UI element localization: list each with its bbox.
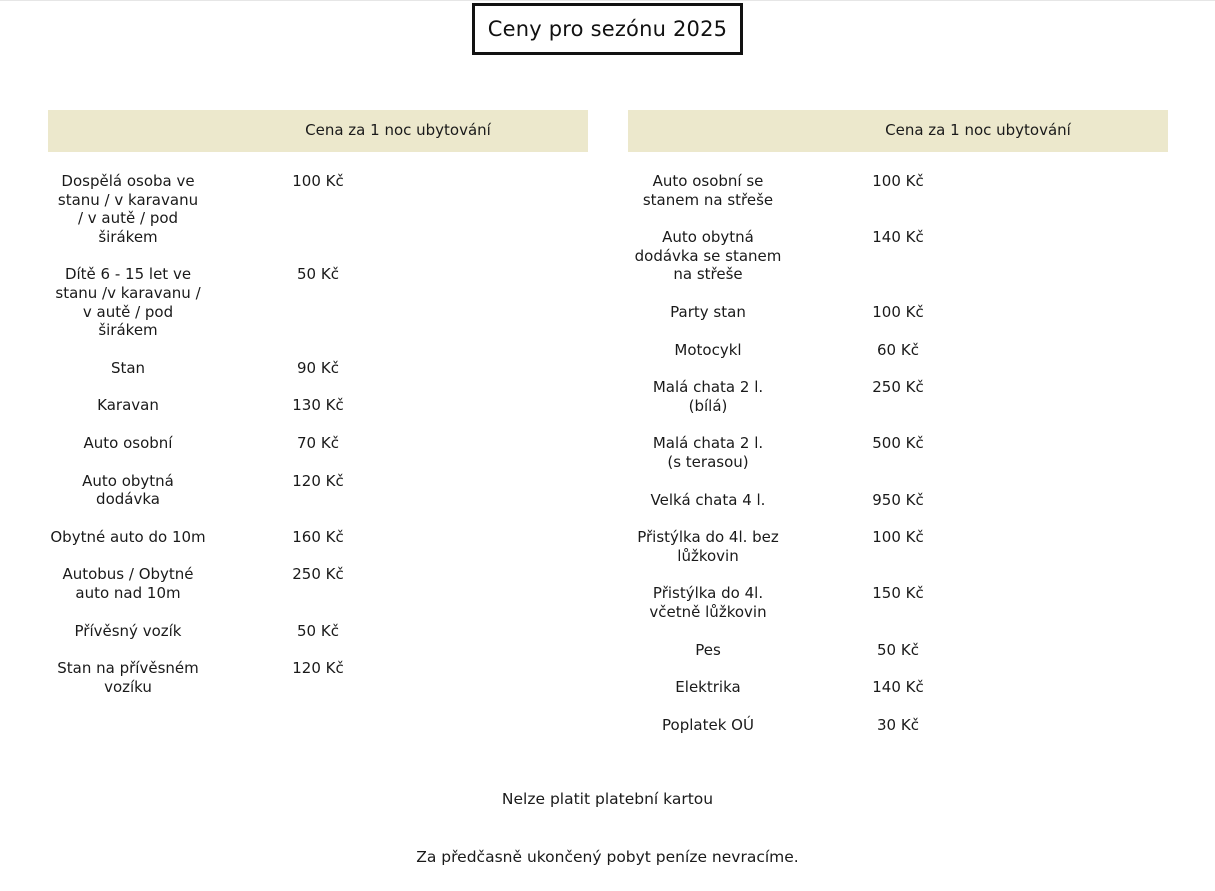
- card-payment-note: Nelze platit platební kartou: [501, 790, 714, 808]
- item-name: Elektrika: [675, 678, 741, 697]
- table-row: [628, 228, 1168, 284]
- item-name: Party stan: [670, 302, 746, 321]
- table-row: [48, 622, 588, 641]
- table-row: [628, 491, 1168, 510]
- item-name: Pes: [695, 640, 721, 659]
- item-price: 100 Kč: [292, 172, 344, 190]
- price-table-left: [48, 110, 588, 715]
- item-price: 950 Kč: [872, 490, 924, 509]
- table-header: [48, 110, 588, 152]
- item-name: Auto obytná dodávka: [82, 471, 174, 509]
- item-name: Přistýlka do 4l. včetně lůžkovin: [649, 584, 767, 621]
- item-name: Malá chata 2 l. (s terasou): [652, 434, 764, 471]
- item-price: 60 Kč: [877, 340, 919, 359]
- item-price: 90 Kč: [297, 358, 339, 377]
- table-row: [628, 434, 1168, 471]
- item-price: 100 Kč: [872, 302, 924, 321]
- item-name: Dítě 6 - 15 let ve stanu /v karavanu / v autě / pod širákem: [55, 265, 201, 340]
- item-name: Auto osobní: [83, 433, 173, 452]
- item-name: Autobus / Obytné auto nad 10m: [62, 565, 194, 602]
- item-name: Auto osobní se stanem na střeše: [642, 172, 774, 209]
- item-name: Poplatek OÚ: [662, 715, 754, 734]
- item-price: 120 Kč: [292, 471, 344, 490]
- table-row: [48, 434, 588, 453]
- item-name: Auto obytná dodávka se stanem na střeše: [634, 228, 782, 284]
- item-name: Dospělá osoba ve stanu / v karavanu / v autě / pod širákem: [57, 172, 199, 246]
- table-row: [628, 528, 1168, 565]
- item-name: Stan na přívěsném vozíku: [57, 659, 199, 696]
- item-price: 120 Kč: [292, 659, 344, 678]
- item-name: Malá chata 2 l. (bílá): [652, 378, 764, 415]
- page-title: Ceny pro sezónu 2025: [472, 3, 743, 55]
- item-price: 50 Kč: [297, 265, 339, 284]
- item-name: Přívěsný vozík: [74, 621, 182, 640]
- item-price: 140 Kč: [872, 678, 924, 697]
- item-name: Stan: [110, 358, 146, 377]
- item-name: Obytné auto do 10m: [50, 527, 206, 546]
- item-price: 50 Kč: [877, 640, 919, 659]
- table-row: [48, 359, 588, 378]
- item-price: 150 Kč: [872, 584, 924, 603]
- table-row: [628, 678, 1168, 697]
- table-row: [48, 172, 588, 246]
- table-row: [628, 584, 1168, 621]
- item-price: 250 Kč: [872, 378, 924, 397]
- table-row: [628, 172, 1168, 209]
- table-row: [48, 528, 588, 547]
- item-price: 30 Kč: [877, 715, 919, 734]
- item-name: Motocykl: [674, 340, 742, 359]
- item-price: 100 Kč: [872, 528, 924, 547]
- item-price: 70 Kč: [297, 433, 339, 452]
- item-name: Velká chata 4 l.: [650, 490, 766, 509]
- refund-policy-note: Za předčasně ukončený pobyt peníze nevracíme.: [416, 848, 799, 866]
- item-price: 50 Kč: [297, 621, 339, 640]
- item-price: 160 Kč: [292, 527, 344, 546]
- item-price: 250 Kč: [292, 565, 344, 584]
- table-row: [48, 472, 588, 509]
- top-divider: [0, 0, 1215, 1]
- table-row: [628, 341, 1168, 360]
- table-body: [48, 152, 588, 696]
- price-table-right: [628, 110, 1168, 753]
- item-name: Karavan: [97, 396, 159, 415]
- table-header-label: Cena za 1 noc ubytování: [305, 121, 491, 139]
- item-name: Přistýlka do 4l. bez lůžkovin: [637, 528, 779, 565]
- table-row: [48, 265, 588, 339]
- table-header-label: Cena za 1 noc ubytování: [885, 121, 1071, 139]
- table-header: [628, 110, 1168, 152]
- table-row: [48, 396, 588, 415]
- table-row: [628, 641, 1168, 660]
- table-row: [628, 378, 1168, 415]
- table-body: [628, 152, 1168, 734]
- item-price: 500 Kč: [872, 434, 924, 453]
- table-row: [628, 716, 1168, 735]
- item-price: 140 Kč: [872, 228, 924, 247]
- table-row: [628, 303, 1168, 322]
- item-price: 100 Kč: [872, 172, 924, 190]
- item-price: 130 Kč: [292, 396, 344, 415]
- table-row: [48, 659, 588, 696]
- table-row: [48, 565, 588, 602]
